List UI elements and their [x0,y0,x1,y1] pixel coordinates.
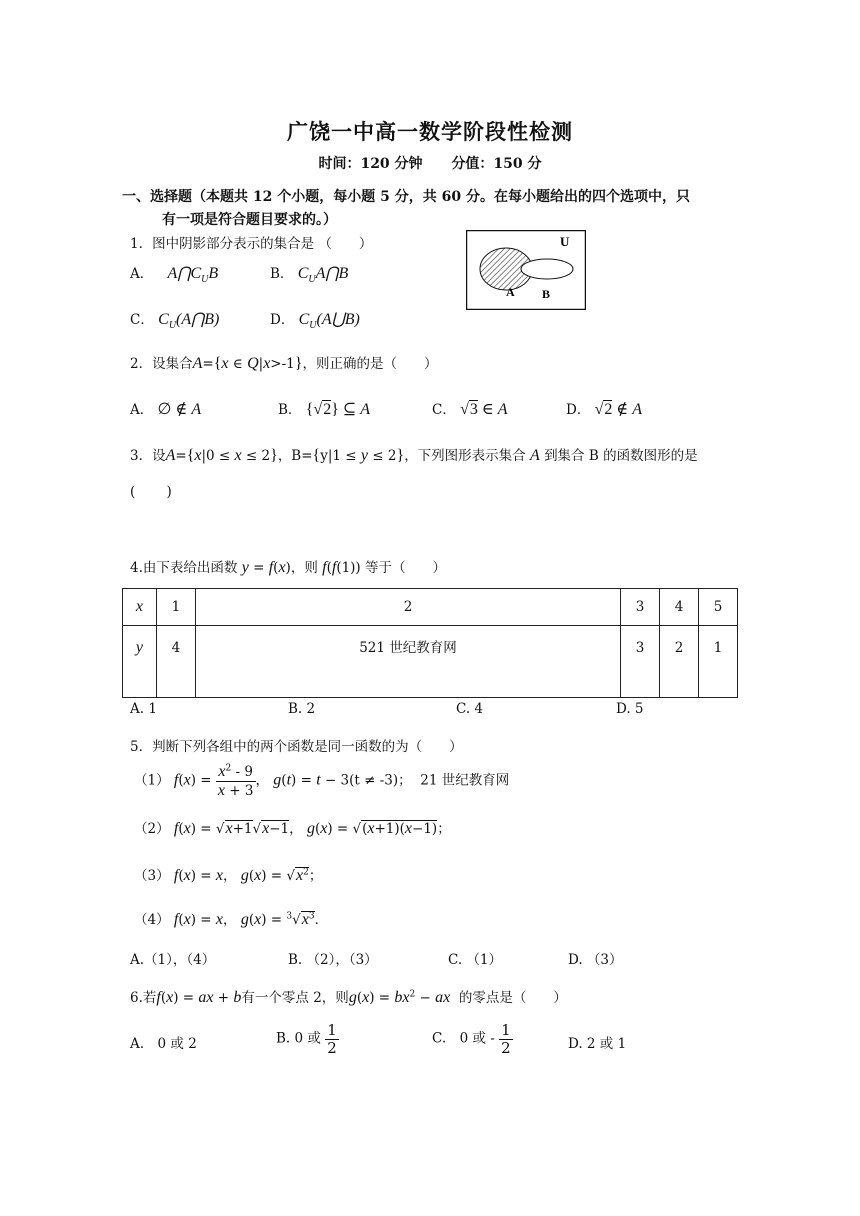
venn-label-u: U [560,234,570,249]
exam-meta [0,153,860,173]
table-cell: 1 [698,626,737,698]
q6-option-c: C. 0 或 - $\frac{1}{2}$ [432,1021,511,1057]
table-cell: 521 世纪教育网 [195,626,620,698]
table-cell: x [123,589,157,626]
table-cell: 3 [621,589,660,626]
q6-option-d: D. 2 或 1 [568,1036,627,1052]
q6-stem: 6.若f(x) = ax + b有一个零点 2，则$g(x) = bx^2$ − ax 的零点是（ ） [130,989,567,1006]
q4-option-d: D. 5 [616,701,644,717]
q1-option-a: A． $A⋂C_UB$ [130,265,219,286]
q5-item-2: （2） f(x) = √x+1√x−1， g(x) = √(x+1)(x−1)； [134,820,451,837]
section-heading-line1: 一、选择题（本题共 12 个小题，每小题 5 分，共 60 分。在每小题给出的四个选项中，只 [122,189,690,205]
q1-option-c: C． $C_U(A⋂B)$ [130,311,220,332]
q3-stem: 3．设A={x|0 ≤ x ≤ 2}，B={y|1 ≤ y ≤ 2}，下列图形表示集合 A 到集合 B 的函数图形的是 [130,447,698,464]
q1-option-b: B． $C_UA⋂B$ [270,265,349,286]
q5-stem: 5．判断下列各组中的两个函数是同一函数的为（ ） [130,739,463,755]
q4-option-c: C. 4 [456,701,484,717]
function-table [122,588,738,698]
table-cell: 3 [621,626,660,698]
q5-item-4: （4） f(x) = x， $g(x) = ^3√x^3$． [134,911,329,928]
q6-option-a: A. 0 或 2 [130,1036,197,1052]
q2-option-a: A． ∅ ∉ A [130,401,202,418]
q1-stem: 1．图中阴影部分表示的集合是 （ ） [130,236,373,252]
venn-label-a: A [506,285,515,299]
table-cell: 4 [660,589,699,626]
q5-option-b: B. （2），（3） [288,952,378,968]
q4-option-a: A. 1 [130,701,157,717]
q5-option-c: C. （1） [448,952,503,968]
q3-answer-parens: ( ) [130,484,172,500]
q1-option-d: D． $C_U(A⋃B)$ [270,311,360,332]
section-heading-line2: 有一项是符合题目要求的。） [162,212,337,228]
q5-item-3: （3） f(x) = x， $g(x) = √x^2$； [134,867,323,884]
q5-option-a: A.（1），（4） [130,952,216,968]
q6-option-b: B. 0 或 $\frac{1}{2}$ [276,1021,337,1057]
q5-item-1: （1） f(x) = $\frac{x^2 - 9}{x + 3}$ ， g(t) = t − 3(t ≠ -3)； 21 世纪教育网 [134,763,510,799]
table-row [123,626,738,698]
q4-stem: 4.由下表给出函数 y = f(x)，则 f(f(1)) 等于（ ） [130,559,446,576]
q4-option-b: B. 2 [288,701,316,717]
q2-option-c: C． √3 ∈ A [432,401,508,418]
table-cell: 2 [195,589,620,626]
q2-option-b: B． {√2} ⊆ A [278,401,371,418]
q2-stem: 2．设集合A={x ∈ Q|x>-1}，则正确的是（ ） [130,355,438,372]
table-cell: 5 [698,589,737,626]
exam-score: 分值：150 分 [451,156,542,172]
page-title: 广饶一中高一数学阶段性检测 [287,119,573,144]
venn-diagram [466,230,586,310]
table-cell: 1 [156,589,195,626]
venn-label-b: B [542,287,551,301]
q5-option-d: D. （3） [568,952,623,968]
table-cell: 4 [156,626,195,698]
q2-option-d: D． √2 ∉ A [566,401,643,418]
table-cell: y [123,626,157,698]
table-cell: 2 [660,626,699,698]
exam-time: 时间：120 分钟 [318,156,423,172]
table-row [123,589,738,626]
